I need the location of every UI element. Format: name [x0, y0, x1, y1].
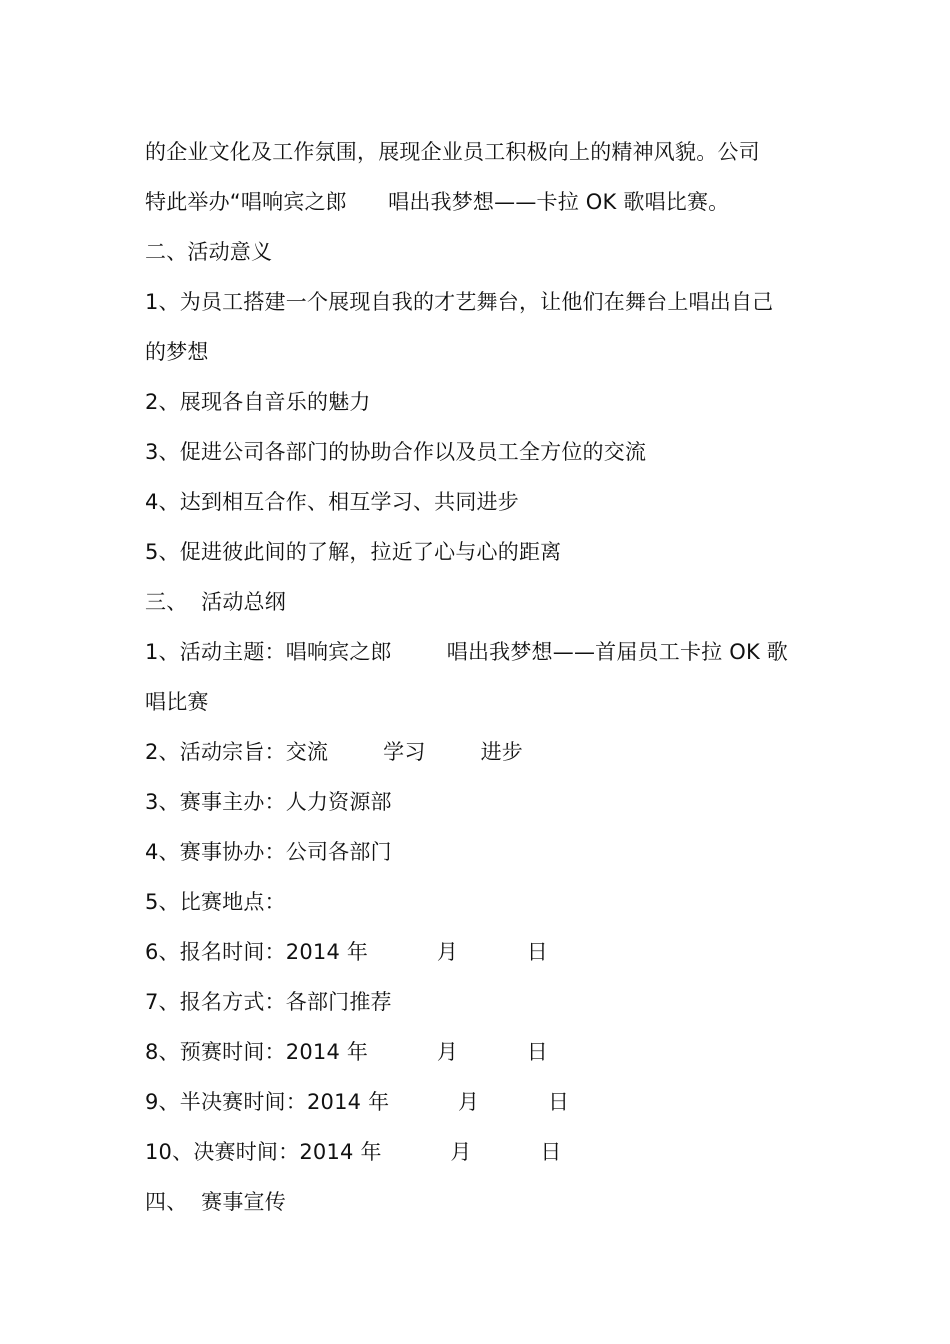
list-item: 5、促进彼此间的了解，拉近了心与心的距离 [145, 540, 562, 564]
list-item: 3、促进公司各部门的协助合作以及员工全方位的交流 [145, 440, 647, 464]
paragraph-line: 特此举办“唱响宾之郎 唱出我梦想——卡拉 OK 歌唱比赛。 [145, 190, 730, 214]
list-item: 2、展现各自音乐的魅力 [145, 390, 371, 414]
list-item: 1、为员工搭建一个展现自我的才艺舞台，让他们在舞台上唱出自己 [145, 290, 774, 314]
list-item: 2、活动宗旨：交流 学习 进步 [145, 740, 523, 764]
list-item-continuation: 的梦想 [145, 340, 209, 364]
list-item: 9、半决赛时间：2014 年 月 日 [145, 1090, 570, 1114]
list-item: 3、赛事主办：人力资源部 [145, 790, 392, 814]
section-heading: 二、活动意义 [145, 240, 273, 264]
list-item: 4、赛事协办：公司各部门 [145, 840, 392, 864]
list-item: 1、活动主题：唱响宾之郎 唱出我梦想——首届员工卡拉 OK 歌 [145, 640, 789, 664]
list-item: 5、比赛地点： [145, 890, 286, 914]
list-item: 6、报名时间：2014 年 月 日 [145, 940, 548, 964]
list-item: 7、报名方式：各部门推荐 [145, 990, 392, 1014]
list-item: 8、预赛时间：2014 年 月 日 [145, 1040, 548, 1064]
document-body [145, 127, 815, 1227]
list-item: 10、决赛时间：2014 年 月 日 [145, 1140, 562, 1164]
list-item: 4、达到相互合作、相互学习、共同进步 [145, 490, 519, 514]
list-item-continuation: 唱比赛 [145, 690, 209, 714]
paragraph-line: 的企业文化及工作氛围，展现企业员工积极向上的精神风貌。公司 [145, 140, 760, 164]
section-heading: 三、 活动总纲 [145, 590, 286, 614]
section-heading: 四、 赛事宣传 [145, 1190, 286, 1214]
